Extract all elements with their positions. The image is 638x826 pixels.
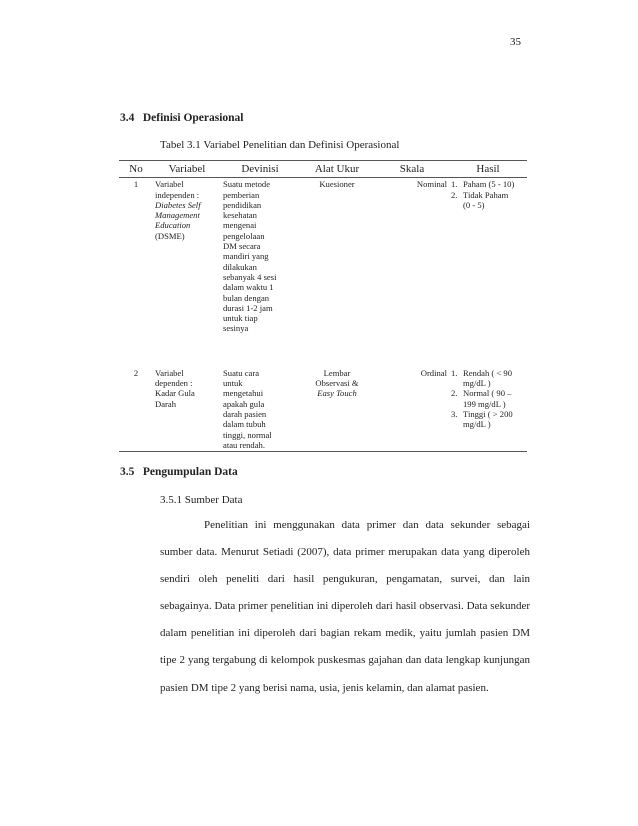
line: bulan dengan bbox=[223, 292, 270, 303]
line: tinggi, normal bbox=[223, 429, 272, 440]
line: 199 mg/dL ) bbox=[463, 398, 506, 409]
line: Kuesioner bbox=[319, 179, 355, 190]
line: sesinya bbox=[223, 323, 249, 334]
item-number: 2. bbox=[451, 388, 458, 399]
line: Normal ( 90 – bbox=[463, 388, 512, 399]
section-number: 3.5 bbox=[120, 466, 135, 478]
header-alat-ukur: Alat Ukur bbox=[299, 161, 375, 178]
section-number: 3.4 bbox=[120, 112, 135, 124]
table-caption: Tabel 3.1 Variabel Penelitian dan Definisi Operasional bbox=[160, 139, 400, 151]
line: Suatu metode bbox=[223, 179, 271, 190]
hasil-list bbox=[451, 179, 525, 210]
table-row bbox=[119, 367, 527, 452]
cell-hasil bbox=[449, 178, 527, 367]
section-title: Pengumpulan Data bbox=[142, 466, 238, 478]
hasil-item bbox=[451, 179, 525, 189]
hasil-item bbox=[451, 190, 525, 211]
cell-alat-ukur bbox=[299, 367, 375, 452]
line: Education bbox=[155, 220, 191, 231]
section-heading-3-4 bbox=[120, 112, 244, 124]
line: dalam tubuh bbox=[223, 419, 266, 430]
header-variabel: Variabel bbox=[153, 161, 221, 178]
subsection-heading: 3.5.1 Sumber Data bbox=[160, 494, 243, 506]
table-header-row bbox=[119, 161, 527, 178]
line: mg/dL ) bbox=[463, 419, 491, 430]
line: Easy Touch bbox=[317, 388, 357, 399]
item-number: 2. bbox=[451, 189, 458, 200]
line: untuk bbox=[223, 378, 243, 389]
line: dalam waktu 1 bbox=[223, 282, 274, 293]
line: mengenai bbox=[223, 220, 257, 231]
table-row bbox=[119, 178, 527, 367]
line: sebanyak 4 sesi bbox=[223, 271, 277, 282]
line: Management bbox=[155, 210, 200, 221]
line: Variabel bbox=[155, 367, 184, 378]
line: darah pasien bbox=[223, 408, 267, 419]
line: pengelolaan bbox=[223, 230, 265, 241]
line: pendidikan bbox=[223, 199, 262, 210]
line: durasi 1-2 jam bbox=[223, 302, 273, 313]
item-number: 3. bbox=[451, 408, 458, 419]
paragraph-text: Penelitian ini menggunakan data primer dan data sekunder sebagai sumber data. Menurut Setiadi (2007), data primer merupakan data yang diperoleh sendiri oleh peneliti dari hasil pengukuran, pengamatan, survei, dan lain sebagainya. Data primer penelitian ini diperoleh dari hasil observasi. Data sekunder dalam penelitian ini diperoleh dari bagian rekam medik, yaitu jumlah pasien DM tipe 2 yang tergabung di kelompok puskesmas gajahan dan data lengkap kunjungan pasien DM tipe 2 yang berisi nama, usia, jenis kelamin, dan alamat pasien. bbox=[160, 519, 530, 694]
cell-variabel bbox=[153, 367, 221, 452]
cell-hasil bbox=[449, 367, 527, 452]
page-number: 35 bbox=[510, 36, 521, 48]
item-number: 1. bbox=[451, 179, 458, 190]
cell-alat-ukur bbox=[299, 178, 375, 367]
line: Darah bbox=[155, 398, 176, 409]
line: mengetahui bbox=[223, 388, 264, 399]
cell-variabel bbox=[153, 178, 221, 367]
section-title: Definisi Operasional bbox=[142, 112, 244, 124]
line: atau rendah. bbox=[223, 439, 265, 450]
line: Suatu cara bbox=[223, 367, 260, 378]
line: DM secara bbox=[223, 241, 261, 252]
operational-definition-table bbox=[119, 160, 527, 452]
header-hasil: Hasil bbox=[449, 161, 527, 178]
cell-definisi bbox=[221, 178, 299, 367]
line: Variabel bbox=[155, 179, 184, 190]
line: Tidak Paham bbox=[463, 189, 509, 200]
item-number: 1. bbox=[451, 367, 458, 378]
hasil-item bbox=[451, 388, 525, 409]
cell-skala: Ordinal bbox=[375, 367, 449, 452]
hasil-item bbox=[451, 368, 525, 389]
line: Tinggi ( > 200 bbox=[463, 408, 513, 419]
header-no: No bbox=[119, 161, 153, 178]
hasil-list bbox=[451, 368, 525, 430]
line: Kadar Gula bbox=[155, 388, 195, 399]
cell-no: 1 bbox=[133, 179, 139, 190]
line: Lembar bbox=[323, 367, 351, 378]
line: dilakukan bbox=[223, 261, 257, 272]
line: untuk tiap bbox=[223, 313, 258, 324]
line: (DSME) bbox=[155, 230, 185, 241]
hasil-item bbox=[451, 409, 525, 430]
line: Rendah ( < 90 bbox=[463, 367, 512, 378]
line: Observasi & bbox=[315, 378, 359, 389]
line: mandiri yang bbox=[223, 251, 269, 262]
line: kesehatan bbox=[223, 210, 257, 221]
line: Paham (5 - 10) bbox=[463, 179, 515, 190]
header-definisi: Devinisi bbox=[221, 161, 299, 178]
line: Diabetes Self bbox=[155, 199, 201, 210]
line: apakah gula bbox=[223, 398, 265, 409]
line: independen : bbox=[155, 189, 200, 200]
line: pemberian bbox=[223, 189, 260, 200]
cell-skala: Nominal bbox=[416, 179, 447, 190]
section-heading-3-5 bbox=[120, 466, 238, 478]
body-paragraph bbox=[160, 512, 530, 702]
header-skala: Skala bbox=[375, 161, 449, 178]
cell-no: 2 bbox=[119, 367, 153, 452]
line: (0 - 5) bbox=[463, 199, 485, 210]
cell-definisi bbox=[221, 367, 299, 452]
line: mg/dL ) bbox=[463, 378, 491, 389]
line: dependen : bbox=[155, 378, 193, 389]
